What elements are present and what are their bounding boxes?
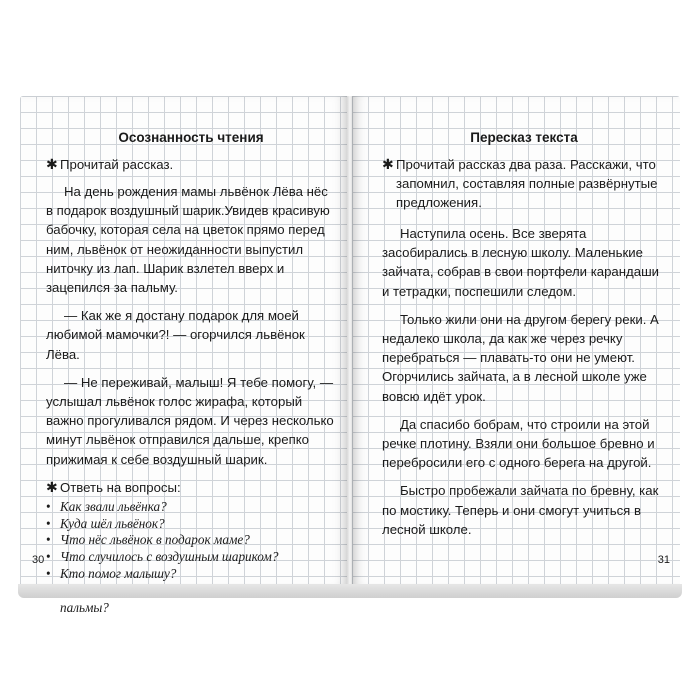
left-paragraph: — Не переживай, малыш! Я тебе помогу, — услышал львёнок голос жирафа, который важно прогуливался рядом. И через несколько минут львёнок отправился дальше, крепко прижимая к себе воздушный шарик.: [46, 374, 334, 467]
left-page-content: [46, 130, 336, 616]
left-instruction-text: Прочитай рассказ.: [60, 157, 174, 172]
bullet-icon: •: [46, 549, 51, 565]
page-number-right: 31: [657, 554, 670, 566]
right-page: [352, 96, 680, 586]
left-page: [20, 96, 348, 615]
question-text: Как звали львёнка?: [60, 498, 167, 514]
bullet-icon: •: [46, 532, 51, 548]
question-item: [46, 549, 336, 566]
star-icon: ✱: [46, 156, 58, 172]
question-text: пальмы?: [60, 599, 109, 615]
right-instruction: [382, 155, 666, 212]
questions-instruction: [46, 478, 336, 497]
right-paragraph: Только жили они на другом берегу реки. А недалеко школа, да как же через речку перебраться — плавать-то они не умеют. Огорчились зайчата, а в лесной школе уже вовсю идёт урок.: [382, 311, 659, 404]
question-item: [46, 499, 336, 516]
bullet-icon: •: [46, 566, 51, 582]
questions-list: [46, 499, 336, 617]
right-page-content: [382, 130, 666, 548]
questions-instruction-text: Ответь на вопросы:: [60, 479, 181, 495]
question-text: Куда шёл львёнок?: [60, 515, 165, 531]
right-paragraph: Наступила осень. Все зверята засобирались в лесную школу. Маленькие зайчата, собрав в свои портфели карандаши и тетрадки, поспешили следом.: [382, 226, 660, 299]
question-text: Что нёс львёнок в подарок маме?: [60, 532, 250, 548]
question-item: [46, 516, 336, 533]
question-text: Кто помог малышу?: [60, 566, 177, 582]
right-paragraph: Быстро пробежали зайчата по бревну, как по мостику. Теперь и они смогут учиться в лесной школе.: [382, 483, 659, 537]
book-cover-edge: [18, 584, 682, 598]
page-number-left: 30: [32, 554, 45, 566]
left-page-title: Осознанность чтения: [118, 130, 264, 145]
right-instruction-text: Прочитай рассказ два раза. Расскажи, что запомнил, составляя полные развёрнутые предложения.: [396, 157, 658, 210]
left-paragraph: — Как же я достану подарок для моей любимой мамочки?! — огорчился львёнок Лёва.: [46, 308, 305, 362]
bullet-icon: •: [46, 498, 51, 514]
star-icon: ✱: [382, 156, 394, 172]
right-paragraph: Да спасибо бобрам, что строили на этой речке плотину. Взяли они большое бревно и перебросили его с одного берега на другой.: [382, 416, 655, 471]
question-item: [46, 532, 336, 549]
star-icon: ✱: [46, 478, 58, 495]
left-paragraph: На день рождения мамы львёнок Лёва нёс в подарок воздушный шарик.Увидев красивую бабочку, которая села на цветок прямо перед ним, львёнок от неожиданности выпустил ниточку из лап. Шарик взлетел вверх и зацепился за пальму.: [46, 184, 330, 296]
left-instruction: [46, 155, 336, 174]
question-item: [46, 566, 336, 583]
bullet-icon: •: [46, 515, 51, 531]
question-text: Что случилось с воздушным шариком?: [60, 549, 279, 565]
right-page-title: Пересказ текста: [470, 130, 578, 145]
open-workbook: [18, 96, 682, 615]
